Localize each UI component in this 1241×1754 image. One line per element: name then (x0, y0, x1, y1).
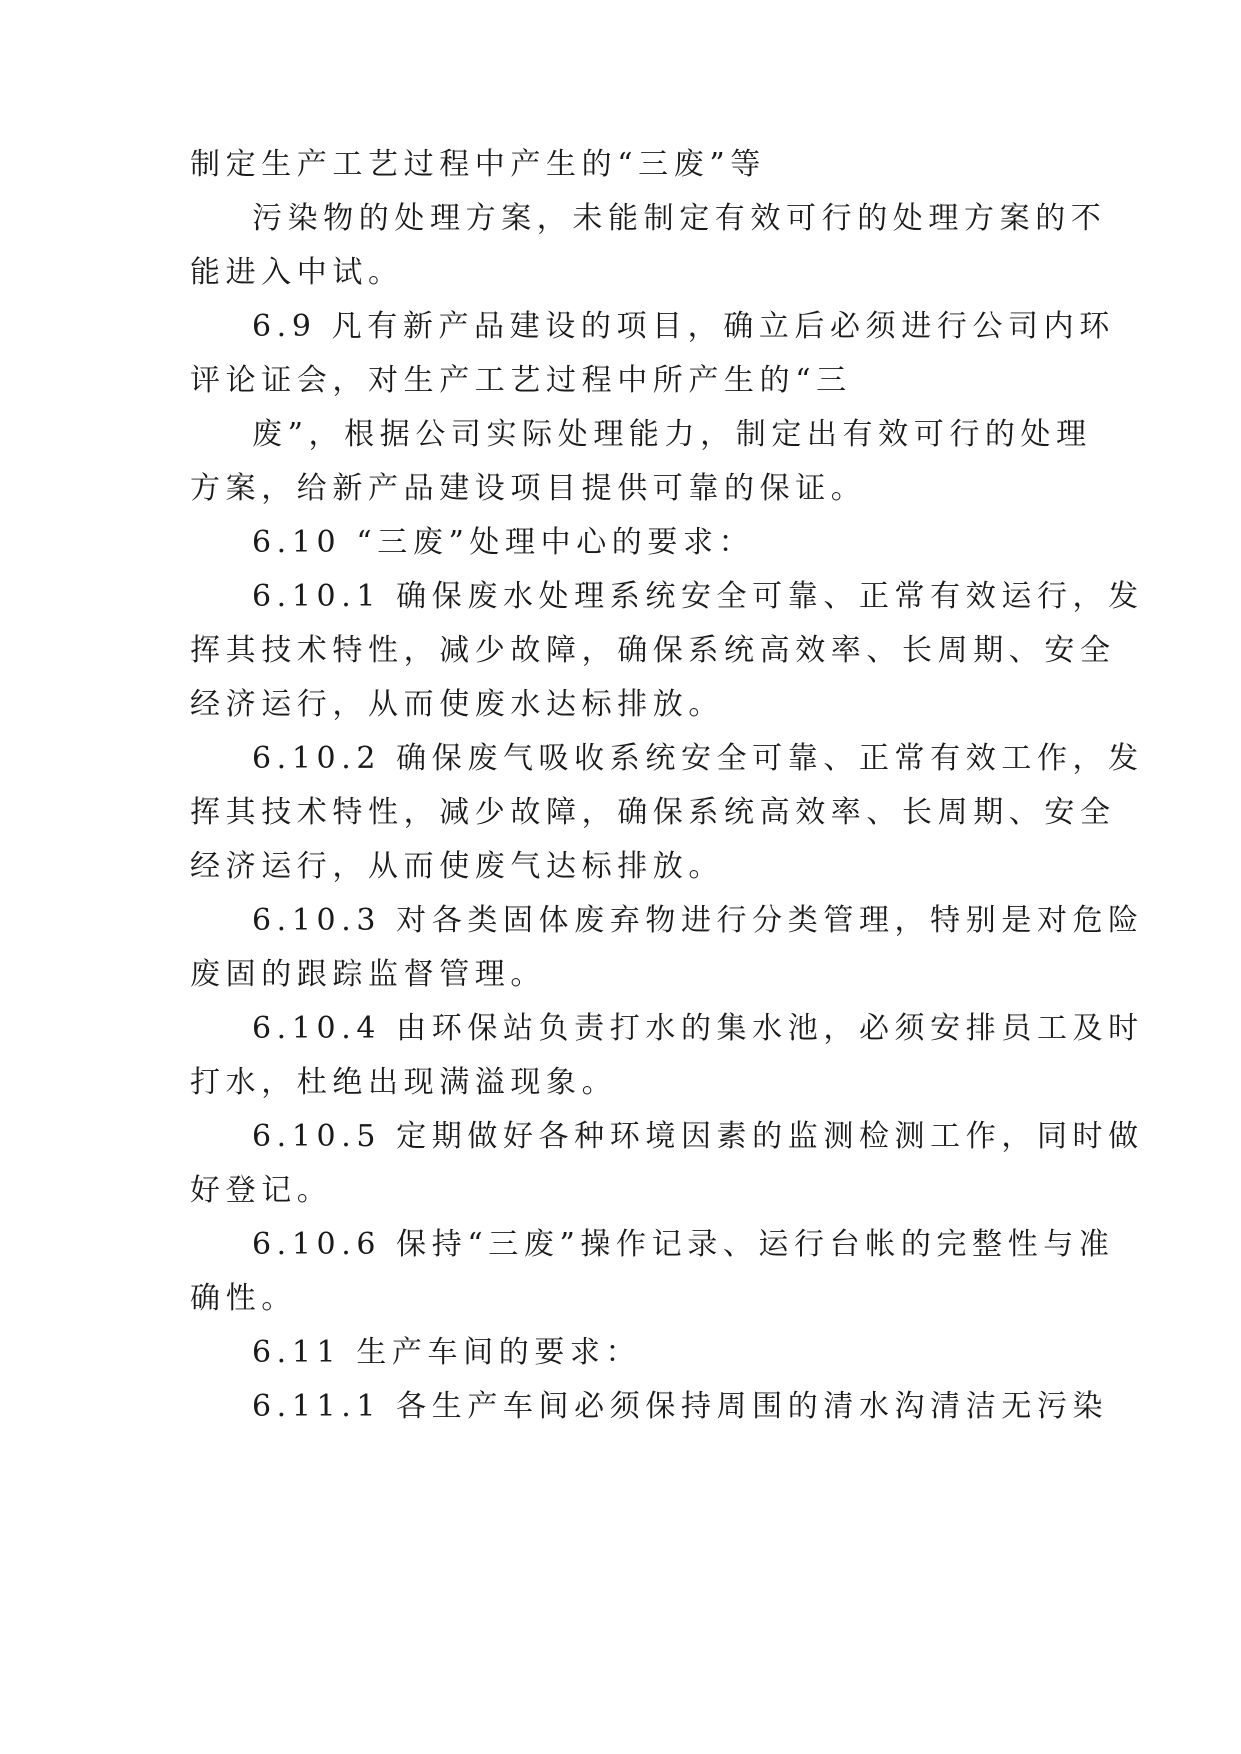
text-line-2: 污染物的处理方案，未能制定有效可行的处理方案的不 (252, 201, 1107, 236)
text-line-11: 经济运行，从而使废水达标排放。 (190, 687, 724, 722)
text-line-17: 6.10.4 由环保站负责打水的集水池，必须安排员工及时 (252, 1011, 1144, 1046)
text-line-3: 能进入中试。 (190, 255, 404, 290)
text-line-7: 方案，给新产品建设项目提供可靠的保证。 (190, 471, 867, 506)
text-line-1: 制定生产工艺过程中产生的“三废”等 (190, 147, 766, 182)
text-line-16: 废固的跟踪监督管理。 (190, 957, 546, 992)
text-line-6: 废”，根据公司实际处理能力，制定出有效可行的处理 (252, 417, 1092, 452)
text-line-9: 6.10.1 确保废水处理系统安全可靠、正常有效运行，发 (252, 579, 1144, 614)
text-line-15: 6.10.3 对各类固体废弃物进行分类管理，特别是对危险 (252, 903, 1144, 938)
text-line-12: 6.10.2 确保废气吸收系统安全可靠、正常有效工作，发 (252, 741, 1144, 776)
text-line-5: 评论证会，对生产工艺过程中所产生的“三 (190, 363, 852, 398)
text-line-22: 确性。 (190, 1281, 297, 1316)
section-heading-6-11: 6.11 生产车间的要求： (252, 1335, 642, 1370)
section-heading-6-10: 6.10 “三废”处理中心的要求： (252, 525, 755, 560)
text-line-21: 6.10.6 保持“三废”操作记录、运行台帐的完整性与准 (252, 1227, 1115, 1262)
text-line-10: 挥其技术特性，减少故障，确保系统高效率、长周期、安全 (190, 633, 1116, 668)
text-line-20: 好登记。 (190, 1173, 333, 1208)
text-line-24: 6.11.1 各生产车间必须保持周围的清水沟清洁无污染 (252, 1389, 1109, 1424)
text-line-19: 6.10.5 定期做好各种环境因素的监测检测工作，同时做 (252, 1119, 1144, 1154)
text-line-13: 挥其技术特性，减少故障，确保系统高效率、长周期、安全 (190, 795, 1116, 830)
text-line-4: 6.9 凡有新产品建设的项目，确立后必须进行公司内环 (252, 309, 1115, 344)
text-line-18: 打水，杜绝出现满溢现象。 (190, 1065, 618, 1100)
text-line-14: 经济运行，从而使废气达标排放。 (190, 849, 724, 884)
